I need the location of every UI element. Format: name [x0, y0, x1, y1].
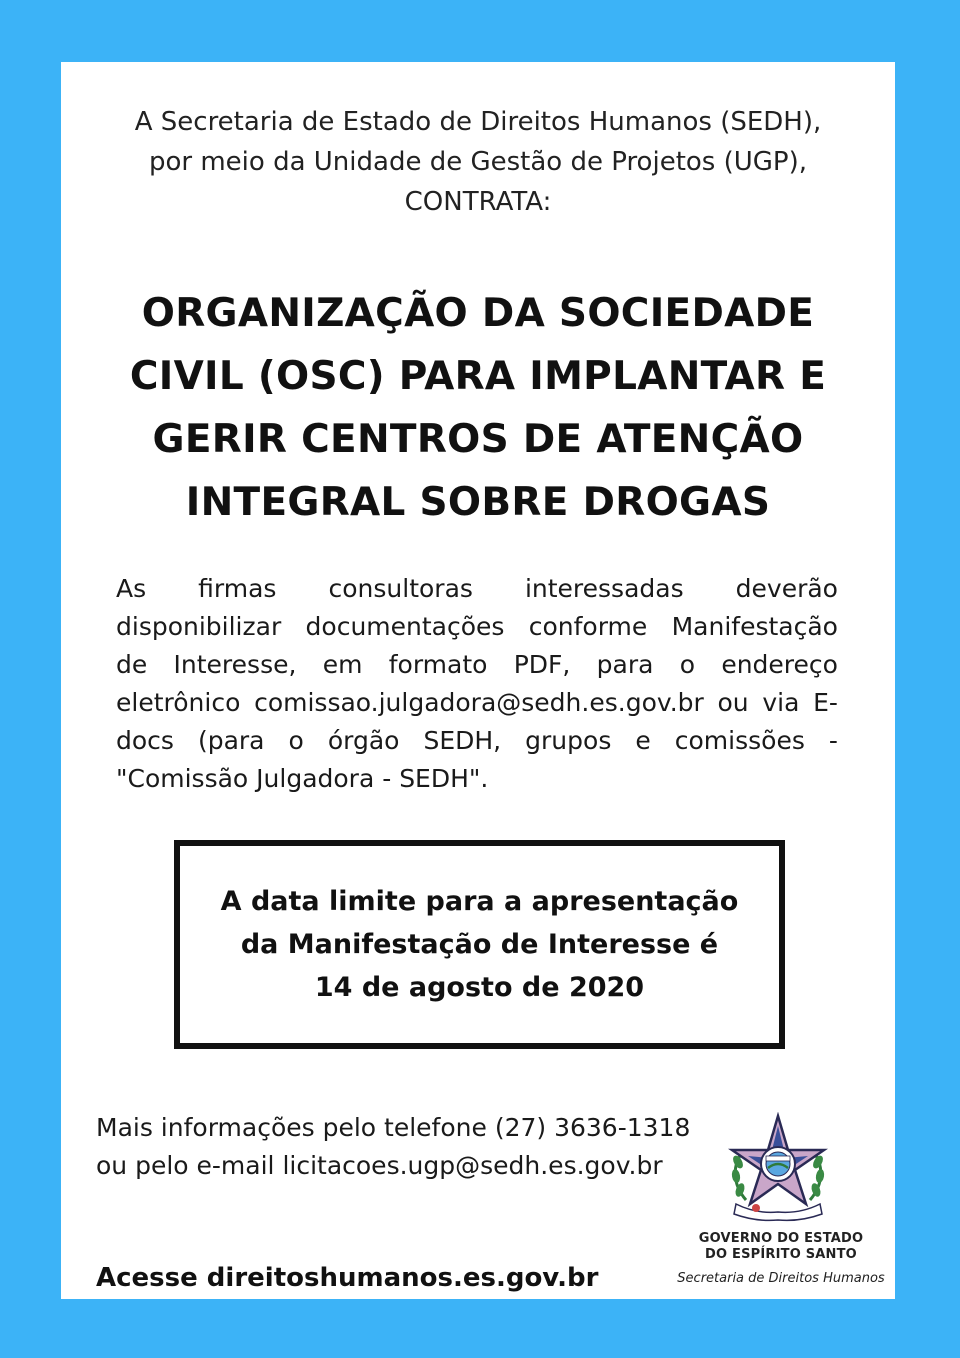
- body-word: SEDH,: [423, 726, 502, 755]
- body-line: "Comissão Julgadora - SEDH".: [116, 764, 489, 793]
- body-word: consultoras: [328, 574, 473, 603]
- body-word: Manifestação: [671, 612, 838, 641]
- body-word: formato: [388, 650, 488, 679]
- headline-line: GERIR CENTROS DE ATENÇÃO: [152, 417, 804, 462]
- government-title-line: GOVERNO DO ESTADO: [698, 1231, 864, 1246]
- coat-of-arms-icon: [726, 1112, 830, 1224]
- body-word: PDF,: [513, 650, 571, 679]
- body-word: o: [288, 726, 304, 755]
- body-word: para: [596, 650, 654, 679]
- body-word: e: [635, 726, 651, 755]
- deadline-line: da Manifestação de Interesse é: [240, 929, 719, 960]
- body-word: ou: [717, 688, 749, 717]
- government-logo: [661, 1112, 891, 1292]
- body-word: via: [762, 688, 800, 717]
- body-word: em: [322, 650, 363, 679]
- body-word: E-: [813, 688, 838, 717]
- body-word: o: [679, 650, 696, 679]
- body-word: docs: [116, 726, 174, 755]
- body-word: grupos: [525, 726, 612, 755]
- body-paragraph: [116, 570, 838, 798]
- body-word: As: [116, 574, 147, 603]
- body-word: comissões: [674, 726, 805, 755]
- body-word: de: [116, 650, 148, 679]
- headline-line: CIVIL (OSC) PARA IMPLANTAR E: [129, 354, 827, 399]
- body-word: eletrônico: [116, 688, 241, 717]
- contact-info: [96, 1109, 716, 1185]
- headline: [81, 282, 875, 534]
- intro-line: CONTRATA:: [404, 187, 552, 217]
- body-line: [116, 684, 838, 722]
- intro-line: A Secretaria de Estado de Direitos Humanos (SEDH),: [134, 107, 822, 137]
- body-line: [116, 608, 838, 646]
- body-word: órgão: [327, 726, 400, 755]
- body-word: (para: [197, 726, 265, 755]
- intro-text: [61, 102, 895, 222]
- contact-phone: Mais informações pelo telefone (27) 3636-1318: [96, 1113, 691, 1142]
- government-title-line: DO ESPÍRITO SANTO: [705, 1247, 857, 1262]
- deadline-box: [174, 840, 785, 1049]
- body-line: [116, 570, 838, 608]
- body-word: Interesse,: [173, 650, 297, 679]
- website-link[interactable]: Acesse direitoshumanos.es.gov.br: [96, 1263, 599, 1293]
- body-word: comissao.julgadora@sedh.es.gov.br: [254, 688, 704, 717]
- deadline-line: A data limite para a apresentação: [220, 886, 739, 917]
- body-line: [116, 646, 838, 684]
- body-word: documentações: [305, 612, 505, 641]
- contact-email: ou pelo e-mail licitacoes.ugp@sedh.es.gov.br: [96, 1151, 663, 1180]
- government-subtitle: Secretaria de Direitos Humanos: [677, 1271, 885, 1286]
- headline-line: ORGANIZAÇÃO DA SOCIEDADE: [141, 291, 815, 336]
- body-word: deverão: [735, 574, 838, 603]
- government-title: [661, 1231, 901, 1263]
- body-word: conforme: [528, 612, 648, 641]
- headline-line: INTEGRAL SOBRE DROGAS: [185, 480, 771, 525]
- body-word: interessadas: [524, 574, 684, 603]
- deadline-date: 14 de agosto de 2020: [314, 972, 645, 1003]
- body-line: [116, 722, 838, 760]
- intro-line: por meio da Unidade de Gestão de Projetos (UGP),: [148, 147, 808, 177]
- body-word: disponibilizar: [116, 612, 282, 641]
- body-word: endereço: [721, 650, 838, 679]
- notice-sheet: [61, 62, 895, 1299]
- body-word: -: [828, 726, 838, 755]
- body-word: firmas: [198, 574, 277, 603]
